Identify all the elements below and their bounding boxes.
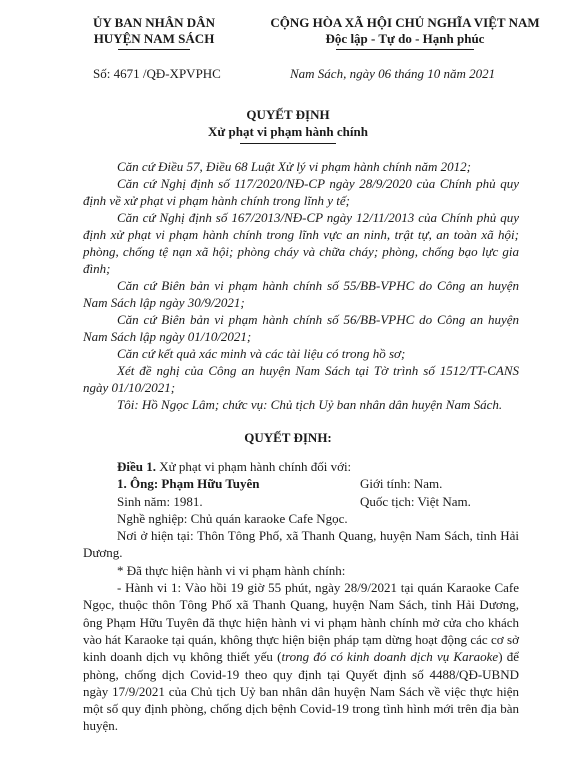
act-1	[83, 579, 519, 735]
nation-name: CỘNG HÒA XÃ HỘI CHỦ NGHĨA VIỆT NAM	[270, 15, 540, 30]
document-subtitle: Xử phạt vi phạm hành chính	[208, 124, 368, 139]
place-date: Nam Sách, ngày 06 tháng 10 năm 2021	[290, 66, 496, 81]
legal-basis: Căn cứ kết quả xác minh và các tài liệu có trong hồ sơ;	[117, 346, 406, 361]
document-number: Số: 4671 /QĐ-XPVPHC	[93, 66, 221, 81]
motto-underline	[336, 49, 474, 50]
legal-basis: Căn cứ Biên bản vi phạm hành chính số 56/BB-VPHC do Công an huyện Nam Sách lập ngày 01/10/2021;	[83, 312, 519, 344]
occupation: Nghề nghiệp: Chủ quán karaoke Cafe Ngọc.	[117, 510, 348, 526]
article-1-heading	[83, 458, 519, 475]
act-1-italic: trong đó có kinh doanh dịch vụ Karaoke	[281, 649, 499, 665]
birth-row	[83, 493, 519, 510]
decision-heading: QUYẾT ĐỊNH:	[244, 430, 332, 445]
legal-basis: Căn cứ Nghị định số 167/2013/NĐ-CP ngày 12/11/2013 của Chính phủ quy định xử phạt vi phạm hành chính trong lĩnh vực an ninh, trật tự, an toàn xã hội; phòng, chống tệ nạn xã hội; phòng cháy và chữa cháy; phòng, chống bạo lực gia đình;	[83, 210, 519, 276]
legal-basis: Căn cứ Điều 57, Điều 68 Luật Xử lý vi phạm hành chính năm 2012;	[117, 159, 471, 174]
legal-basis: Căn cứ Nghị định số 117/2020/NĐ-CP ngày 28/9/2020 của Chính phủ quy định về xử phạt vi phạm hành chính trong lĩnh y tế;	[83, 176, 519, 208]
article-label: Điều 1.	[117, 459, 156, 474]
agency-name-line2: HUYỆN NAM SÁCH	[93, 31, 215, 46]
residence: Nơi ở hiện tại: Thôn Tông Phố, xã Thanh Quang, huyện Nam Sách, tỉnh Hải Dương.	[83, 528, 519, 561]
legal-basis: Xét đề nghị của Công an huyện Nam Sách tại Tờ trình số 1512/TT-CANS ngày 01/10/2021;	[83, 363, 519, 395]
nation-motto: Độc lập - Tự do - Hạnh phúc	[325, 31, 485, 46]
legal-bases	[83, 158, 519, 413]
person-prefix: 1. Ông:	[117, 476, 162, 492]
article-1	[83, 458, 519, 735]
gender: Giới tính: Nam.	[360, 476, 443, 492]
act-1-part2: ) để phòng, chống dịch Covid-19 theo quy định tại Quyết định số 4488/QĐ-UBND ngày 17/9/2021 của Chủ tịch Uỷ ban nhân dân huyện Nam Sách về việc thực hiện một số quy định phòng, chống dịch bệnh Covid-19 trong tình hình mới trên địa bàn huyện.	[83, 649, 520, 734]
nationality: Quốc tịch: Việt Nam.	[360, 493, 471, 509]
person-row	[83, 475, 519, 492]
agency-underline	[118, 49, 190, 50]
act-1-part1: - Hành vi 1: Vào hồi 19 giờ 55 phút, ngày 28/9/2021 tại quán Karaoke Cafe Ngọc, thuộc thôn Tông Phố xã Thanh Quang, huyện Nam Sách, tỉnh Hải Dương, ông Phạm Hữu Tuyên đã thực hiện hành vi vi phạm hành chính mở cửa cho khách vào hát Karaoke tại quán, không thực hiện biện pháp tạm dừng hoạt động các cơ sở kinh doanh dịch vụ không thiết yếu (	[83, 580, 519, 665]
acts-heading: * Đã thực hiện hành vi vi phạm hành chính:	[117, 562, 346, 578]
birth-year: Sinh năm: 1981.	[117, 493, 203, 509]
legal-basis: Tôi: Hồ Ngọc Lâm; chức vụ: Chủ tịch Uỷ ban nhân dân huyện Nam Sách.	[117, 397, 503, 412]
document-title: QUYẾT ĐỊNH	[246, 107, 330, 122]
article-text: Xử phạt vi phạm hành chính đối với:	[156, 459, 352, 474]
person-name: Phạm Hữu Tuyên	[161, 476, 260, 492]
subtitle-underline	[240, 143, 336, 144]
agency-name-line1: ỦY BAN NHÂN DÂN	[93, 15, 215, 30]
legal-basis: Căn cứ Biên bản vi phạm hành chính số 55/BB-VPHC do Công an huyện Nam Sách lập ngày 30/9/2021;	[83, 278, 519, 310]
